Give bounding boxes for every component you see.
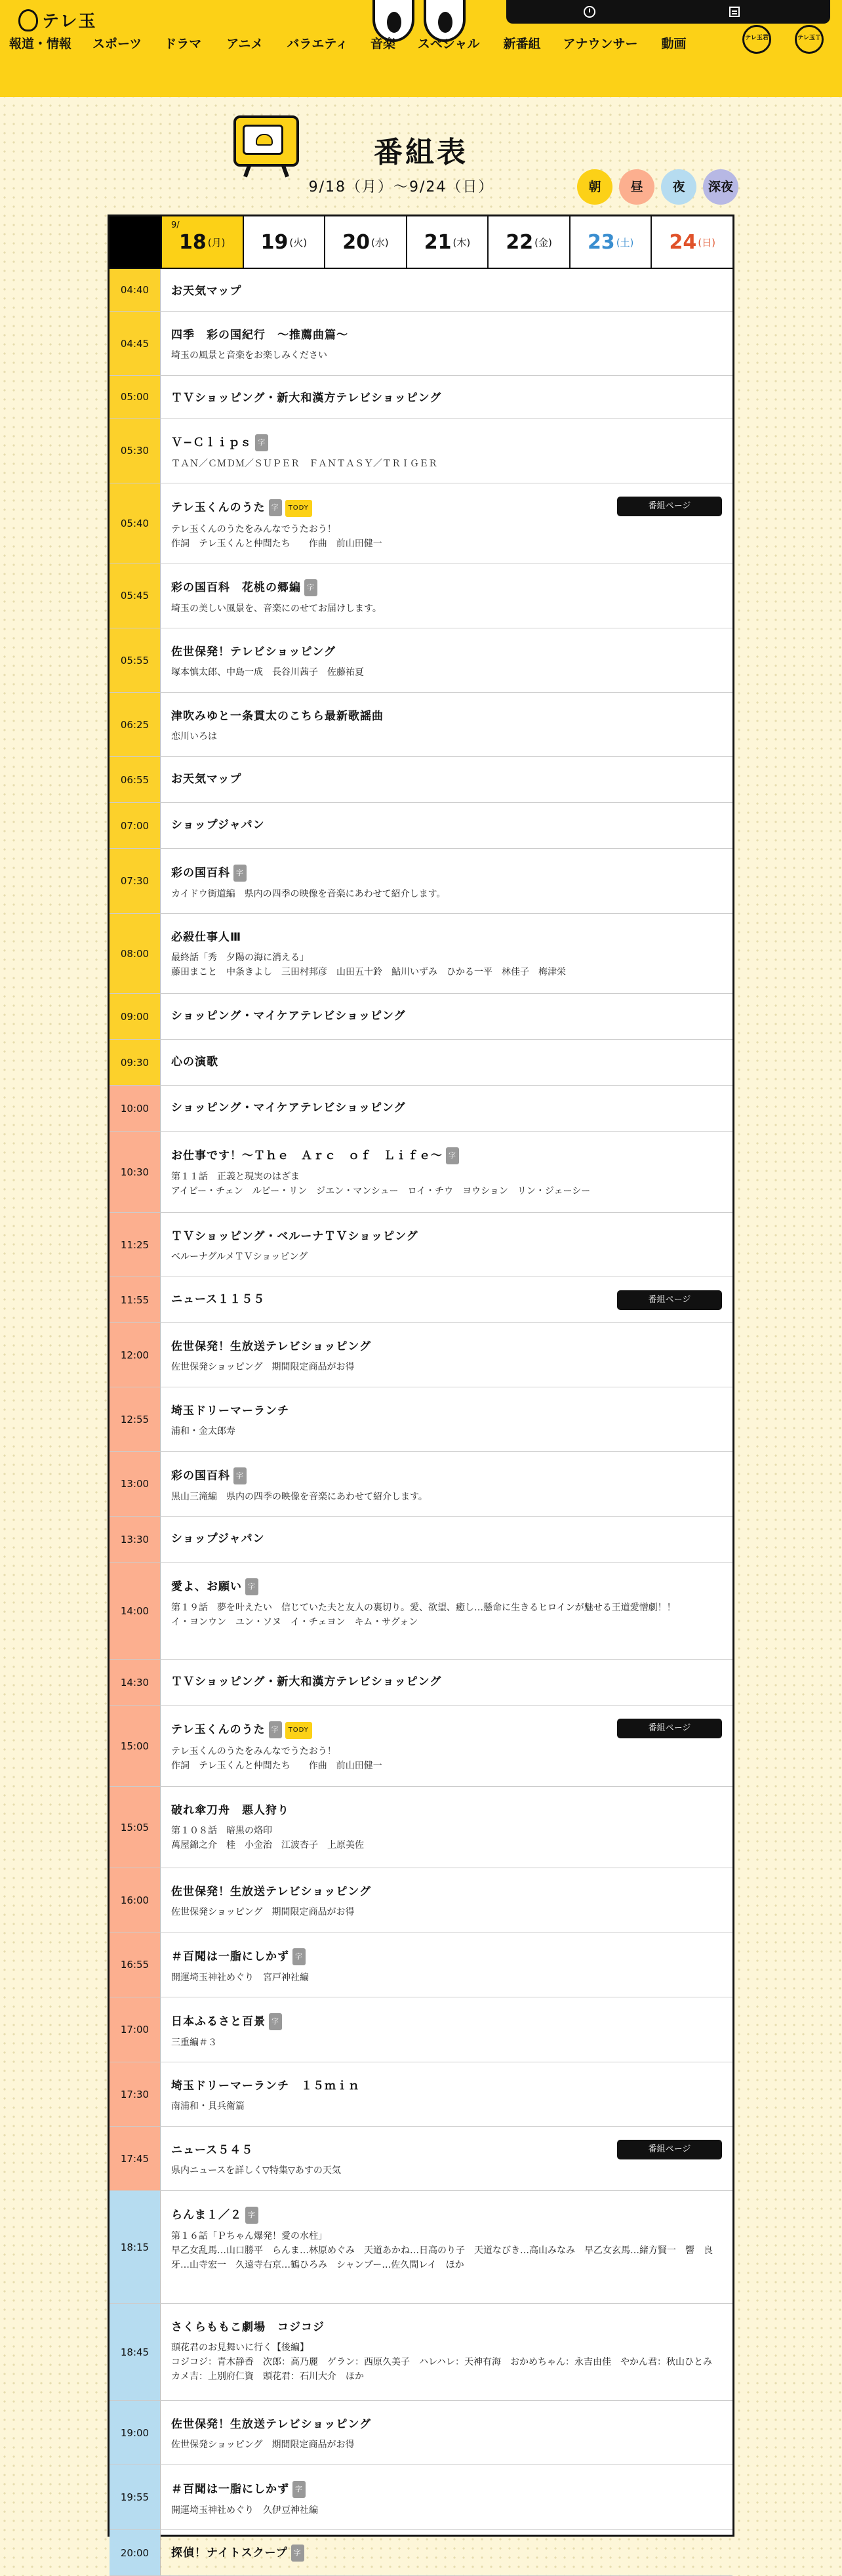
- program-row[interactable]: [110, 1452, 732, 1517]
- program-title-text: 探偵！ナイトスクープ: [171, 2546, 288, 2560]
- program-page-button[interactable]: 番組ページ: [617, 2140, 722, 2159]
- program-cell: [161, 628, 732, 692]
- program-cell: [161, 1040, 732, 1085]
- program-desc: カイドウ街道編 県内の四季の映像を音楽にあわせて紹介します。: [171, 889, 446, 899]
- program-desc: 三重編＃３: [171, 2037, 217, 2048]
- program-title[interactable]: [171, 283, 722, 299]
- top-utility-bar: [506, 0, 830, 24]
- program-title-text: ＴＶショッピング・ベルーナＴＶショッピング: [171, 1230, 418, 1243]
- program-time: 15:00: [110, 1706, 161, 1786]
- nav-anime[interactable]: アニメ: [226, 37, 264, 51]
- program-desc: テレ玉くんのうたをみんなでうたおう！: [171, 524, 336, 535]
- program-title-text: お天気マップ: [171, 773, 242, 786]
- nav-variety[interactable]: バラエティ: [287, 37, 348, 51]
- program-title[interactable]: [171, 1054, 722, 1070]
- nav-special[interactable]: スペシャル: [417, 37, 480, 51]
- program-title-text: ＴＶショッピング・新大和漢方テレビショッピング: [171, 1675, 442, 1688]
- program-cell: [161, 803, 732, 848]
- program-title[interactable]: [171, 2481, 722, 2498]
- program-cell: [161, 1563, 732, 1659]
- program-cell: [161, 1660, 732, 1705]
- program-cell: [161, 1277, 732, 1322]
- program-desc: 佐世保発ショッピング 期間限定商品がお得: [171, 1362, 355, 1372]
- program-desc: 浦和・金太郎寿: [171, 1426, 235, 1437]
- program-title[interactable]: [171, 644, 722, 660]
- nav-new[interactable]: 新番組: [503, 37, 541, 51]
- subtitle-badge: 字: [245, 2207, 258, 2224]
- program-time: 16:55: [110, 1932, 161, 1997]
- subtitle-badge: 字: [245, 1578, 258, 1595]
- program-time: 12:55: [110, 1387, 161, 1451]
- program-cell: [161, 994, 732, 1039]
- program-desc: 塚本慎太郎、中島一成 長谷川茜子 佐藤祐夏: [171, 667, 364, 678]
- program-desc: 第１１話 正義と現実のはざま: [171, 1172, 300, 1182]
- program-title-text: 日本ふるさと百景: [171, 2015, 266, 2028]
- program-time: 04:45: [110, 312, 161, 375]
- program-title[interactable]: [171, 930, 722, 945]
- program-desc: 埼玉の美しい風景を、音楽にのせてお届けします。: [171, 603, 382, 614]
- program-desc: ベルーナグルメＴＶショッピング: [171, 1252, 308, 1262]
- program-title-text: 埼玉ドリーマーランチ １５ｍｉｎ: [171, 2079, 360, 2093]
- program-title-text: 心の演歌: [171, 1055, 218, 1069]
- subtitle-badge: 字: [269, 2013, 282, 2030]
- program-cell: [161, 1452, 732, 1516]
- program-desc: 早乙女乱馬…山口勝平 らんま…林原めぐみ 天道あかね…日高のり子 天道なびき…高山みなみ 早乙女玄馬…緒方賢一 響 良牙…山寺宏一 久遠寺右京…鶴ひろみ シャンプー…佐久間レイ ほか: [171, 2245, 713, 2270]
- program-row[interactable]: [110, 2304, 732, 2401]
- program-row[interactable]: [110, 483, 732, 563]
- tod-badge: TODY: [285, 1722, 312, 1739]
- program-cell: [161, 269, 732, 311]
- program-title-text: 津吹みゆと一条貫太のこちら最新歌謡曲: [171, 710, 384, 723]
- program-cell: [161, 1323, 732, 1387]
- program-title-text: 破れ傘刀舟 悪人狩り: [171, 1804, 289, 1817]
- day-tabs: [110, 216, 732, 269]
- corner: [110, 216, 161, 268]
- program-row[interactable]: [110, 628, 732, 693]
- program-row[interactable]: [110, 994, 732, 1040]
- program-title[interactable]: [171, 1674, 722, 1690]
- program-row[interactable]: [110, 1323, 732, 1387]
- program-cell: [161, 2062, 732, 2126]
- program-time: 04:40: [110, 269, 161, 311]
- program-title[interactable]: [171, 2078, 722, 2094]
- mascot-link-label: テレ玉君: [745, 35, 769, 41]
- nav-announcer[interactable]: アナウンサー: [563, 37, 638, 51]
- program-row[interactable]: [110, 1132, 732, 1213]
- program-title-text: 佐世保発！テレビショッピング: [171, 645, 336, 659]
- program-title[interactable]: [171, 1339, 722, 1355]
- program-title[interactable]: [171, 579, 722, 596]
- day-tab[interactable]: [651, 216, 732, 268]
- program-title-text: ＃百聞は一脂にしかず: [171, 2483, 289, 2496]
- program-cell: [161, 2401, 732, 2464]
- program-title[interactable]: [171, 2013, 722, 2030]
- program-desc: 第１６話「Ｐちゃん爆発！愛の水柱」: [171, 2231, 327, 2241]
- program-cell: [161, 693, 732, 756]
- program-title[interactable]: [171, 1948, 722, 1965]
- program-time: 09:30: [110, 1040, 161, 1085]
- program-desc: 開運埼玉神社めぐり 久伊豆神社編: [171, 2505, 318, 2516]
- program-title[interactable]: [171, 1008, 722, 1024]
- day-tab[interactable]: [406, 216, 488, 268]
- program-time: 18:15: [110, 2191, 161, 2303]
- program-title[interactable]: [171, 1531, 722, 1547]
- program-title-text: ショッピング・マイケアテレビショッピング: [171, 1010, 406, 1023]
- band-night-button[interactable]: 夜: [661, 169, 696, 205]
- program-cell: [161, 1517, 732, 1562]
- program-cell: [161, 376, 732, 418]
- program-title[interactable]: [171, 817, 722, 833]
- subtitle-badge: 字: [304, 579, 317, 596]
- program-title-text: ショッピング・マイケアテレビショッピング: [171, 1101, 406, 1114]
- program-row[interactable]: [110, 563, 732, 628]
- program-time: 05:30: [110, 419, 161, 483]
- program-time: 06:55: [110, 757, 161, 802]
- program-cell: [161, 1868, 732, 1932]
- program-desc: 藤田まこと 中条きよし 三田村邦彦 山田五十鈴 鮎川いずみ ひかる一平 林佳子 梅津栄: [171, 967, 566, 977]
- nav-news[interactable]: 報道・情報: [9, 37, 72, 51]
- program-title-text: 彩の国百科 花桃の郷編: [171, 581, 301, 594]
- program-title[interactable]: [171, 1467, 722, 1484]
- nav-drama[interactable]: ドラマ: [164, 37, 202, 51]
- program-title-text: らんま１／２: [171, 2209, 242, 2222]
- program-row[interactable]: [110, 1932, 732, 1997]
- program-title[interactable]: [171, 2320, 722, 2335]
- day-number: 23: [587, 230, 615, 254]
- site-header: [0, 0, 842, 97]
- date-range: 9/18（月）〜9/24（日）: [308, 179, 494, 195]
- day-tab[interactable]: [569, 216, 651, 268]
- program-row[interactable]: [110, 803, 732, 849]
- program-time: 16:00: [110, 1868, 161, 1932]
- program-title-text: 埼玉ドリーマーランチ: [171, 1404, 289, 1418]
- program-cell: [161, 483, 732, 563]
- site-logo[interactable]: [18, 8, 96, 32]
- program-list: [110, 269, 732, 2576]
- program-cell: [161, 563, 732, 628]
- program-title-text: 必殺仕事人Ⅲ: [171, 931, 242, 944]
- mascot-logo-icon: [18, 9, 38, 31]
- tod-badge: TODY: [285, 500, 312, 517]
- program-row[interactable]: [110, 2127, 732, 2191]
- program-time: 15:05: [110, 1787, 161, 1868]
- band-latenight-button[interactable]: 深夜: [703, 169, 738, 205]
- subtitle-badge: 字: [233, 1467, 247, 1484]
- program-title[interactable]: [171, 1884, 722, 1900]
- program-desc: 県内ニュースを詳しく▽特集▽あすの天気: [171, 2165, 341, 2176]
- program-cell: [161, 849, 732, 913]
- program-title-text: テレ玉くんのうた: [171, 1723, 266, 1736]
- program-cell: [161, 2465, 732, 2529]
- program-desc: 恋川いろは: [171, 731, 217, 742]
- shop-link-label: テレ玉Ｔ: [797, 35, 821, 41]
- program-cell: [161, 2304, 732, 2400]
- program-row[interactable]: [110, 2465, 732, 2530]
- program-time: 09:00: [110, 994, 161, 1039]
- program-title-text: 佐世保発！生放送テレビショッピング: [171, 1340, 371, 1353]
- program-cell: [161, 1387, 732, 1451]
- program-cell: [161, 1086, 732, 1131]
- program-cell: [161, 1213, 732, 1277]
- program-time: 10:00: [110, 1086, 161, 1131]
- program-desc: コジコジ：青木静香 次郎：高乃麗 ゲラン：西原久美子 ハレハレ：天神有海 おかめちゃん：永吉由佳 やかん君：秋山ひとみ カメ吉：上別府仁資 頭花君：石川大介 ほか: [171, 2357, 722, 2382]
- program-cell: [161, 1932, 732, 1997]
- program-page-button[interactable]: 番組ページ: [617, 1719, 722, 1738]
- program-row[interactable]: [110, 1997, 732, 2062]
- program-title-text: ニュース５４５: [171, 2144, 254, 2157]
- schedule-table: [108, 215, 734, 2560]
- day-number: 18: [179, 230, 207, 254]
- program-cell: [161, 757, 732, 802]
- program-cell: [161, 312, 732, 375]
- program-row[interactable]: [110, 1277, 732, 1323]
- program-title-text: 彩の国百科: [171, 1469, 230, 1482]
- program-desc: 南浦和・貝兵衛篇: [171, 2101, 245, 2112]
- subtitle-badge: 字: [291, 2545, 304, 2562]
- program-title[interactable]: [171, 2417, 722, 2432]
- day-tab[interactable]: [161, 216, 243, 268]
- program-time: 06:25: [110, 693, 161, 756]
- program-title-text: ＴＶショッピング・新大和漢方テレビショッピング: [171, 392, 442, 405]
- program-desc: 頭花君のお見舞いに行く【後編】: [171, 2342, 309, 2353]
- program-time: 10:30: [110, 1132, 161, 1212]
- nav-music[interactable]: 音楽: [370, 37, 395, 51]
- program-desc: 佐世保発ショッピング 期間限定商品がお得: [171, 1907, 355, 1917]
- nav-video[interactable]: 動画: [661, 37, 687, 51]
- clock-icon[interactable]: [584, 6, 595, 18]
- program-title-text: 彩の国百科: [171, 867, 230, 880]
- program-title[interactable]: [171, 865, 722, 882]
- program-title-text: ショップジャパン: [171, 1532, 265, 1545]
- program-time: 12:00: [110, 1323, 161, 1387]
- program-page-button[interactable]: 番組ページ: [617, 1290, 722, 1310]
- program-row[interactable]: [110, 419, 732, 483]
- header-zigzag: [0, 84, 842, 97]
- program-row[interactable]: [110, 2530, 732, 2576]
- program-row[interactable]: [110, 914, 732, 994]
- day-number: 24: [669, 230, 697, 254]
- day-number: 19: [260, 230, 289, 254]
- program-time: 19:00: [110, 2401, 161, 2464]
- program-row[interactable]: [110, 693, 732, 757]
- program-row[interactable]: [110, 1040, 732, 1086]
- program-title-text: お天気マップ: [171, 285, 242, 298]
- program-cell: [161, 2530, 732, 2575]
- program-time: 05:45: [110, 563, 161, 628]
- program-time: 13:00: [110, 1452, 161, 1516]
- program-title[interactable]: [171, 771, 722, 787]
- program-cell: [161, 1997, 732, 2062]
- program-row[interactable]: [110, 1387, 732, 1452]
- program-title-text: Ｖ−Ｃｌｉｐｓ: [171, 436, 252, 449]
- subtitle-badge: 字: [269, 499, 282, 516]
- program-row[interactable]: [110, 269, 732, 312]
- program-time: 08:00: [110, 914, 161, 993]
- program-row[interactable]: [110, 376, 732, 419]
- day-month: 9/: [171, 220, 180, 230]
- program-desc: 第１０８話 暗黒の烙印: [171, 1826, 272, 1836]
- program-cell: [161, 1787, 732, 1868]
- program-cell: [161, 914, 732, 993]
- program-desc: 作詞 テレ玉くんと仲間たち 作曲 前山田健一: [171, 539, 382, 549]
- band-morning-button[interactable]: 朝: [577, 169, 612, 205]
- program-title[interactable]: [171, 1578, 722, 1595]
- program-time: 11:25: [110, 1213, 161, 1277]
- band-daytime-button[interactable]: 昼: [619, 169, 654, 205]
- program-desc: 開運埼玉神社めぐり 宮戸神社編: [171, 1973, 309, 1983]
- day-weekday: (土): [616, 236, 634, 249]
- program-row[interactable]: [110, 2191, 732, 2304]
- main-nav: [9, 34, 687, 52]
- day-weekday: (月): [207, 236, 226, 249]
- program-row[interactable]: [110, 757, 732, 803]
- program-row[interactable]: [110, 1787, 732, 1868]
- day-weekday: (水): [371, 236, 389, 249]
- program-title[interactable]: [171, 1100, 722, 1116]
- subtitle-badge: 字: [233, 865, 247, 882]
- program-time: 17:30: [110, 2062, 161, 2126]
- program-title-text: 愛よ、お願い: [171, 1580, 242, 1593]
- program-time: 07:30: [110, 849, 161, 913]
- program-title[interactable]: [171, 434, 722, 451]
- day-number: 20: [342, 230, 370, 254]
- program-desc: テレ玉くんのうたをみんなでうたおう！: [171, 1746, 336, 1757]
- program-cell: [161, 2127, 732, 2190]
- program-row[interactable]: [110, 1517, 732, 1563]
- nav-sports[interactable]: スポーツ: [92, 37, 142, 51]
- program-title[interactable]: [171, 1229, 722, 1244]
- program-time: 14:30: [110, 1660, 161, 1705]
- program-title[interactable]: [171, 390, 722, 406]
- day-number: 21: [424, 230, 452, 254]
- program-time: 20:00: [110, 2530, 161, 2575]
- day-number: 22: [506, 230, 534, 254]
- program-desc: 萬屋錦之介 桂 小金治 江波杏子 上原美佐: [171, 1840, 364, 1850]
- logo-text: テレ玉: [42, 12, 97, 31]
- program-row[interactable]: [110, 849, 732, 914]
- subtitle-badge: 字: [292, 1948, 306, 1965]
- program-time: 14:00: [110, 1563, 161, 1659]
- program-title-text: 佐世保発！生放送テレビショッピング: [171, 1885, 371, 1898]
- day-weekday: (木): [452, 236, 471, 249]
- program-title-text: 佐世保発！生放送テレビショッピング: [171, 2418, 371, 2431]
- subtitle-badge: 字: [446, 1147, 459, 1164]
- program-row[interactable]: [110, 2401, 732, 2465]
- program-row[interactable]: [110, 1868, 732, 1932]
- day-weekday: (金): [534, 236, 552, 249]
- program-desc: ＴＡＮ／ＣＭＤＭ／ＳＵＰＥＲ ＦＡＮＴＡＳＹ／ＴＲＩＧＥＲ: [171, 459, 437, 469]
- program-desc: 黒山三滝編 県内の四季の映像を音楽にあわせて紹介します。: [171, 1492, 428, 1502]
- subtitle-badge: 字: [255, 434, 268, 451]
- program-row[interactable]: [110, 1563, 732, 1660]
- subtitle-badge: 字: [269, 1721, 282, 1738]
- program-title[interactable]: [171, 2545, 722, 2562]
- program-title-text: お仕事です！〜Ｔｈｅ Ａｒｃ ｏｆ Ｌｉｆｅ〜: [171, 1149, 443, 1162]
- program-time: 19:55: [110, 2465, 161, 2529]
- subtitle-badge: 字: [292, 2481, 306, 2498]
- program-row[interactable]: [110, 1660, 732, 1706]
- page-title: 番組表: [374, 136, 468, 169]
- program-time: 18:45: [110, 2304, 161, 2400]
- program-cell: [161, 1706, 732, 1786]
- program-desc: アイビー・チェン ルビー・リン ジエン・マンシュー ロイ・チウ ヨウション リン・ジェーシー: [171, 1186, 591, 1196]
- program-title[interactable]: [171, 708, 722, 724]
- mascot-link-icon[interactable]: [742, 25, 771, 54]
- program-desc: 最終話「秀 夕陽の海に消える」: [171, 952, 309, 963]
- program-row[interactable]: [110, 2062, 732, 2127]
- program-title-text: さくらももこ劇場 コジコジ: [171, 2321, 325, 2334]
- program-desc: 作詞 テレ玉くんと仲間たち 作曲 前山田健一: [171, 1761, 382, 1771]
- program-time: 17:45: [110, 2127, 161, 2190]
- program-title-text: 四季 彩の国紀行 〜推薦曲篇〜: [171, 329, 348, 342]
- day-tab[interactable]: [243, 216, 325, 268]
- day-weekday: (日): [698, 236, 715, 249]
- program-row[interactable]: [110, 1213, 732, 1277]
- program-cell: [161, 1132, 732, 1212]
- program-title[interactable]: [171, 1803, 722, 1818]
- program-desc: イ・ヨンウン ユン・ソヌ イ・チェヨン キム・サグォン: [171, 1617, 418, 1627]
- program-title[interactable]: [171, 327, 722, 343]
- program-cell: [161, 419, 732, 483]
- program-title-text: ＃百聞は一脂にしかず: [171, 1950, 289, 1963]
- program-desc: 第１９話 夢を叶えたい 信じていた夫と友人の裏切り。愛、欲望、癒し…懸命に生きるヒロインが魅せる王道愛憎劇！！: [171, 1603, 676, 1613]
- program-time: 07:00: [110, 803, 161, 848]
- day-tab[interactable]: [324, 216, 406, 268]
- program-title-text: ニュース１１５５: [171, 1293, 266, 1306]
- program-time: 05:00: [110, 376, 161, 418]
- day-tab[interactable]: [487, 216, 569, 268]
- program-time: 13:30: [110, 1517, 161, 1562]
- program-desc: 佐世保発ショッピング 期間限定商品がお得: [171, 2440, 355, 2450]
- program-time: 05:40: [110, 483, 161, 563]
- program-row[interactable]: [110, 1086, 732, 1132]
- program-row[interactable]: [110, 1706, 732, 1787]
- program-page-button[interactable]: 番組ページ: [617, 497, 722, 516]
- program-cell: [161, 2191, 732, 2303]
- program-title[interactable]: [171, 1403, 722, 1419]
- program-title[interactable]: [171, 1147, 722, 1164]
- program-row[interactable]: [110, 312, 732, 376]
- shop-link-icon[interactable]: [795, 25, 824, 54]
- program-time: 17:00: [110, 1997, 161, 2062]
- program-time: 11:55: [110, 1277, 161, 1322]
- day-weekday: (火): [289, 236, 308, 249]
- program-title[interactable]: [171, 2207, 722, 2224]
- program-desc: 埼玉の風景と音楽をお楽しみください: [171, 350, 327, 361]
- program-title-text: ショップジャパン: [171, 819, 265, 832]
- program-time: 05:55: [110, 628, 161, 692]
- program-guide-icon[interactable]: [729, 7, 740, 17]
- program-title-text: テレ玉くんのうた: [171, 501, 266, 514]
